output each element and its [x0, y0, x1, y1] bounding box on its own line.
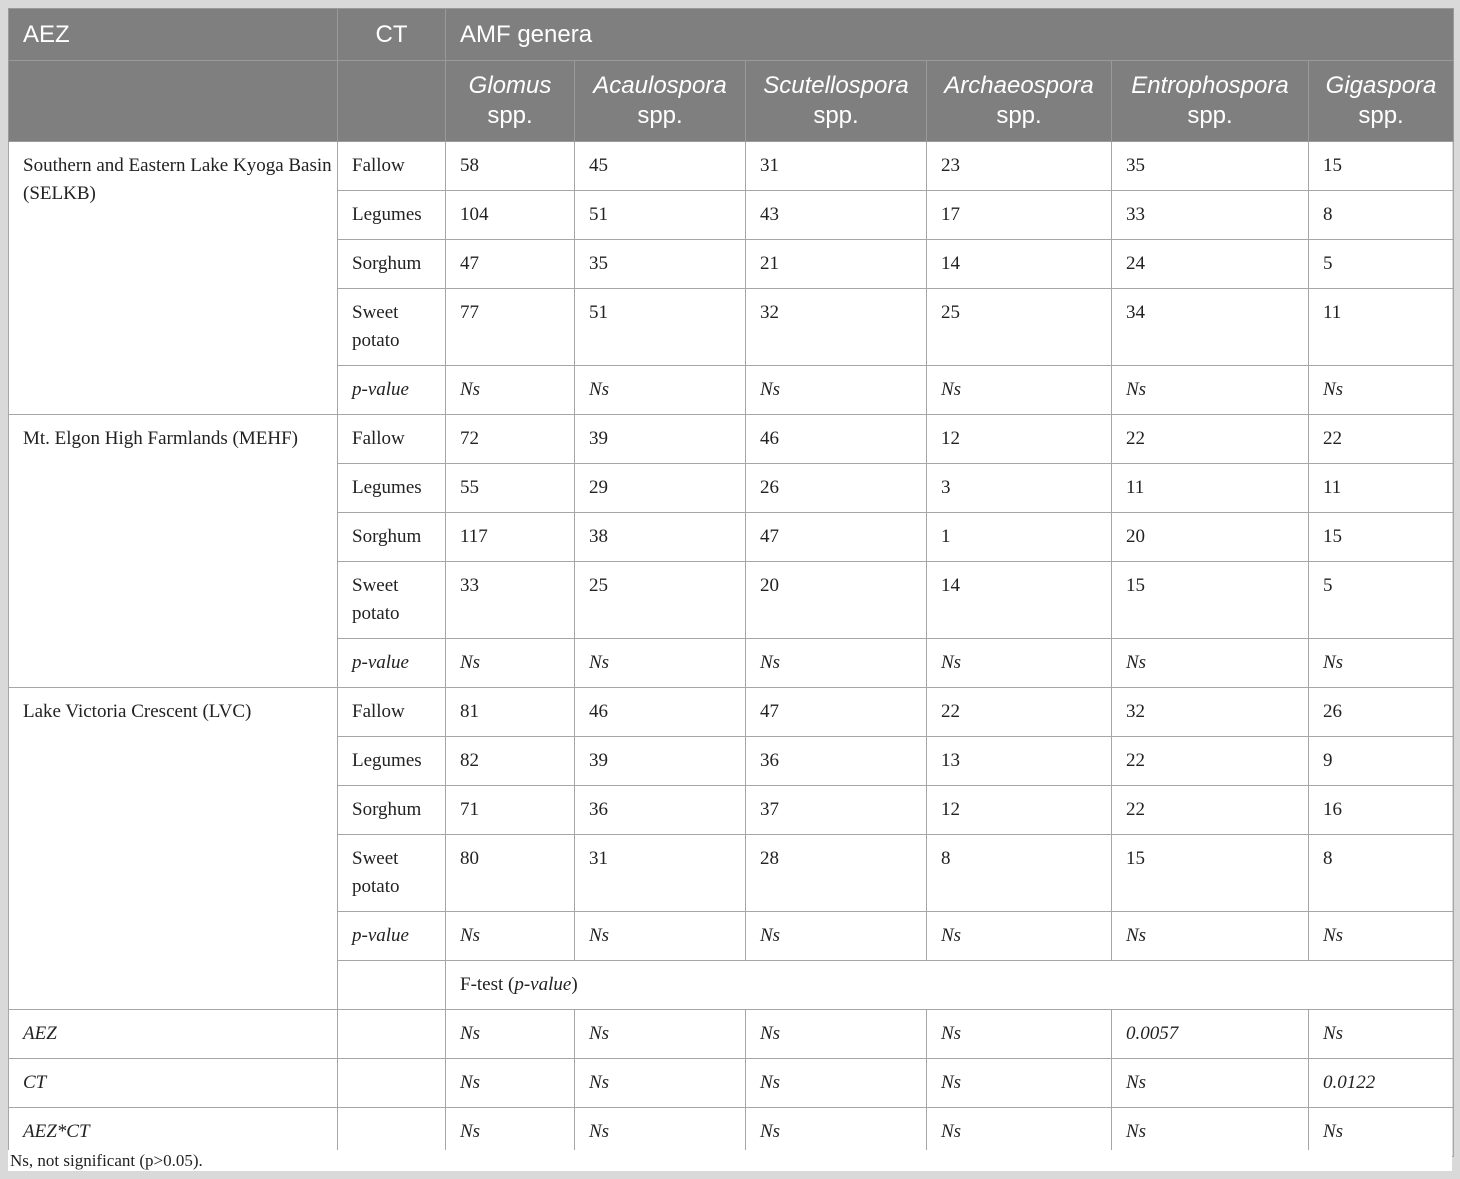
value-cell: Ns — [746, 366, 927, 415]
value-cell: 8 — [927, 835, 1112, 912]
ct-cell: Legumes — [338, 737, 446, 786]
value-cell: Ns — [1112, 366, 1309, 415]
value-cell: Ns — [575, 366, 746, 415]
value-cell: 25 — [927, 289, 1112, 366]
ct-cell-blank — [338, 961, 446, 1010]
factor-cell: AEZ*CT — [9, 1108, 338, 1157]
value-cell: 17 — [927, 191, 1112, 240]
aez-header: AEZ — [9, 9, 338, 61]
value-cell: 22 — [1309, 415, 1454, 464]
value-cell: Ns — [1112, 639, 1309, 688]
value-cell: 81 — [446, 688, 575, 737]
value-cell: Ns — [575, 639, 746, 688]
value-cell: 15 — [1112, 562, 1309, 639]
pvalue-cell: Ns — [746, 1059, 927, 1108]
value-cell: 5 — [1309, 562, 1454, 639]
pvalue-cell: Ns — [1112, 1059, 1309, 1108]
ct-cell: Fallow — [338, 142, 446, 191]
value-cell: 22 — [927, 688, 1112, 737]
genus-header: Scutellospora spp. — [746, 61, 927, 142]
factor-cell: CT — [9, 1059, 338, 1108]
value-cell: 45 — [575, 142, 746, 191]
pvalue-cell: 0.0057 — [1112, 1010, 1309, 1059]
value-cell: 22 — [1112, 737, 1309, 786]
value-cell: 36 — [746, 737, 927, 786]
value-cell: 51 — [575, 289, 746, 366]
pvalue-cell: Ns — [927, 1010, 1112, 1059]
value-cell: 20 — [746, 562, 927, 639]
pvalue-cell: Ns — [746, 1108, 927, 1157]
value-cell: 46 — [746, 415, 927, 464]
value-cell: 32 — [1112, 688, 1309, 737]
value-cell: 31 — [746, 142, 927, 191]
value-cell: Ns — [927, 912, 1112, 961]
value-cell: 47 — [446, 240, 575, 289]
table-container — [8, 8, 1452, 1171]
ftest-label: F-test (p-value) — [446, 961, 1454, 1010]
ftest-row — [9, 1010, 1454, 1059]
value-cell: 104 — [446, 191, 575, 240]
pvalue-cell: Ns — [446, 1010, 575, 1059]
value-cell: 8 — [1309, 191, 1454, 240]
pvalue-cell: Ns — [1112, 1108, 1309, 1157]
value-cell: 20 — [1112, 513, 1309, 562]
ct-cell: Fallow — [338, 688, 446, 737]
value-cell: 71 — [446, 786, 575, 835]
value-cell: 11 — [1112, 464, 1309, 513]
ct-header-blank — [338, 61, 446, 142]
value-cell: 38 — [575, 513, 746, 562]
aez-name-cell: Mt. Elgon High Farmlands (MEHF) — [9, 415, 338, 688]
value-cell: 55 — [446, 464, 575, 513]
value-cell: 34 — [1112, 289, 1309, 366]
value-cell: 37 — [746, 786, 927, 835]
value-cell: 11 — [1309, 464, 1454, 513]
table-row — [9, 142, 1454, 191]
pvalue-cell: Ns — [446, 1108, 575, 1157]
aez-header-blank — [9, 61, 338, 142]
pvalue-cell: Ns — [1309, 1108, 1454, 1157]
value-cell: 8 — [1309, 835, 1454, 912]
pvalue-cell: Ns — [927, 1108, 1112, 1157]
value-cell: 22 — [1112, 415, 1309, 464]
genus-header: Archaeospora spp. — [927, 61, 1112, 142]
ct-cell-blank — [338, 1010, 446, 1059]
value-cell: 15 — [1309, 513, 1454, 562]
value-cell: Ns — [446, 912, 575, 961]
table-row — [9, 415, 1454, 464]
value-cell: 21 — [746, 240, 927, 289]
value-cell: Ns — [1309, 912, 1454, 961]
value-cell: 22 — [1112, 786, 1309, 835]
table-row — [9, 688, 1454, 737]
value-cell: 47 — [746, 513, 927, 562]
value-cell: 51 — [575, 191, 746, 240]
factor-cell: AEZ — [9, 1010, 338, 1059]
ct-cell: p-value — [338, 639, 446, 688]
value-cell: 72 — [446, 415, 575, 464]
value-cell: Ns — [746, 912, 927, 961]
value-cell: 36 — [575, 786, 746, 835]
value-cell: 24 — [1112, 240, 1309, 289]
header-row-2 — [9, 61, 1454, 142]
value-cell: 9 — [1309, 737, 1454, 786]
value-cell: 5 — [1309, 240, 1454, 289]
aez-name-cell: Lake Victoria Crescent (LVC) — [9, 688, 338, 1010]
value-cell: 14 — [927, 562, 1112, 639]
header-row-1 — [9, 9, 1454, 61]
value-cell: 12 — [927, 415, 1112, 464]
value-cell: 35 — [1112, 142, 1309, 191]
value-cell: 29 — [575, 464, 746, 513]
value-cell: 1 — [927, 513, 1112, 562]
value-cell: 80 — [446, 835, 575, 912]
ct-cell: Fallow — [338, 415, 446, 464]
value-cell: 117 — [446, 513, 575, 562]
value-cell: 32 — [746, 289, 927, 366]
ct-cell: Sweet potato — [338, 835, 446, 912]
ct-cell: Sweet potato — [338, 562, 446, 639]
amf-genera-table — [8, 8, 1454, 1157]
pvalue-cell: Ns — [1309, 1010, 1454, 1059]
value-cell: 46 — [575, 688, 746, 737]
value-cell: 39 — [575, 415, 746, 464]
value-cell: 15 — [1309, 142, 1454, 191]
pvalue-cell: Ns — [575, 1059, 746, 1108]
value-cell: Ns — [1309, 366, 1454, 415]
value-cell: 35 — [575, 240, 746, 289]
value-cell: Ns — [575, 912, 746, 961]
value-cell: Ns — [1112, 912, 1309, 961]
footnote: Ns, not significant (p>0.05). — [8, 1150, 1452, 1171]
value-cell: 25 — [575, 562, 746, 639]
value-cell: Ns — [927, 639, 1112, 688]
value-cell: 33 — [446, 562, 575, 639]
pvalue-cell: 0.0122 — [1309, 1059, 1454, 1108]
value-cell: 26 — [746, 464, 927, 513]
genus-header: Gigaspora spp. — [1309, 61, 1454, 142]
pvalue-cell: Ns — [575, 1108, 746, 1157]
value-cell: 82 — [446, 737, 575, 786]
ct-cell: Legumes — [338, 464, 446, 513]
value-cell: Ns — [446, 366, 575, 415]
ct-cell: Sorghum — [338, 513, 446, 562]
value-cell: 58 — [446, 142, 575, 191]
value-cell: 13 — [927, 737, 1112, 786]
table-body — [9, 142, 1454, 1157]
value-cell: 26 — [1309, 688, 1454, 737]
value-cell: Ns — [446, 639, 575, 688]
ftest-row — [9, 1059, 1454, 1108]
pvalue-cell: Ns — [746, 1010, 927, 1059]
value-cell: Ns — [927, 366, 1112, 415]
value-cell: 3 — [927, 464, 1112, 513]
value-cell: 23 — [927, 142, 1112, 191]
value-cell: 77 — [446, 289, 575, 366]
ct-cell: Sweet potato — [338, 289, 446, 366]
pvalue-cell: Ns — [927, 1059, 1112, 1108]
ct-cell: p-value — [338, 366, 446, 415]
value-cell: Ns — [1309, 639, 1454, 688]
pvalue-cell: Ns — [446, 1059, 575, 1108]
value-cell: 12 — [927, 786, 1112, 835]
value-cell: 14 — [927, 240, 1112, 289]
value-cell: 15 — [1112, 835, 1309, 912]
value-cell: 16 — [1309, 786, 1454, 835]
ct-cell: Sorghum — [338, 240, 446, 289]
genus-header: Acaulospora spp. — [575, 61, 746, 142]
value-cell: 11 — [1309, 289, 1454, 366]
ct-cell: Sorghum — [338, 786, 446, 835]
value-cell: 47 — [746, 688, 927, 737]
value-cell: 39 — [575, 737, 746, 786]
ct-cell: p-value — [338, 912, 446, 961]
genus-header: Entrophospora spp. — [1112, 61, 1309, 142]
value-cell: 33 — [1112, 191, 1309, 240]
value-cell: 43 — [746, 191, 927, 240]
ct-cell: Legumes — [338, 191, 446, 240]
value-cell: 28 — [746, 835, 927, 912]
genus-header: Glomus spp. — [446, 61, 575, 142]
pvalue-cell: Ns — [575, 1010, 746, 1059]
amf-genera-header: AMF genera — [446, 9, 1454, 61]
value-cell: Ns — [746, 639, 927, 688]
ct-cell-blank — [338, 1059, 446, 1108]
ct-header: CT — [338, 9, 446, 61]
aez-name-cell: Southern and Eastern Lake Kyoga Basin (SELKB) — [9, 142, 338, 415]
value-cell: 31 — [575, 835, 746, 912]
